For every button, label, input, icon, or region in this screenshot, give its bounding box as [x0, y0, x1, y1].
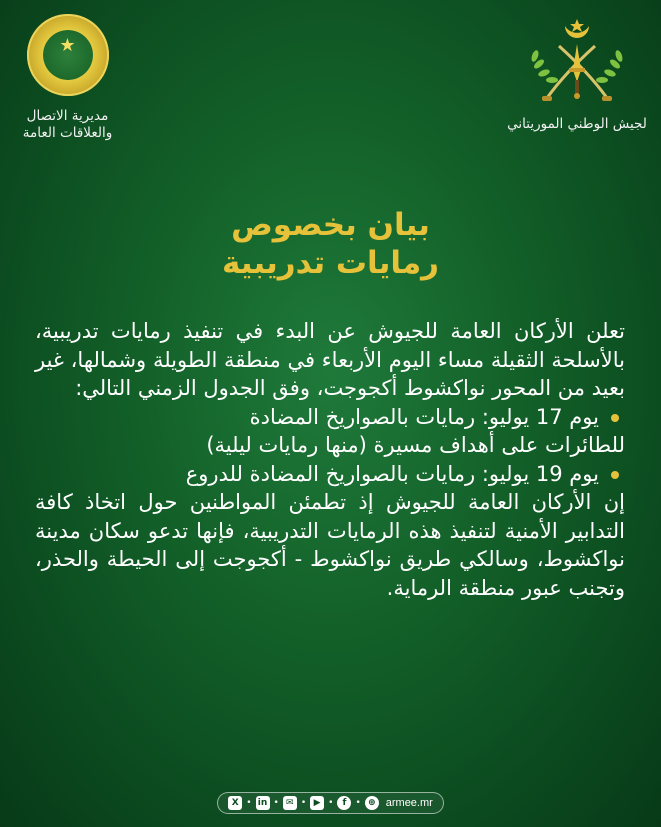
- schedule-item-line: يوم 19 يوليو: رمايات بالصواريخ المضادة للدروع: [185, 461, 599, 486]
- intro-paragraph: تعلن الأركان العامة للجيوش عن البدء في تنفيذ رمايات تدريبية، بالأسلحة الثقيلة مساء اليوم الأربعاء في منطقة الطويلة وشمالها، غير بعيد من المحور نواكشوط أكجوجت، وفق الجدول الزمني التالي:: [35, 319, 625, 400]
- title-line-1: بيان بخصوص: [231, 207, 430, 243]
- x-icon[interactable]: X: [228, 796, 242, 810]
- bullet-icon: [611, 414, 619, 422]
- schedule-item-line: يوم 17 يوليو: رمايات بالصواريخ المضادة: [249, 404, 599, 429]
- schedule-item-continuation: للطائرات على أهداف مسيرة (منها رمايات ليلية): [206, 433, 625, 457]
- star-icon: ★: [59, 35, 76, 56]
- facebook-icon[interactable]: f: [337, 796, 351, 810]
- schedule-item: [35, 460, 625, 489]
- department-seal-logo: [27, 14, 109, 96]
- army-emblem-logo: [525, 18, 629, 110]
- youtube-icon[interactable]: ▶: [310, 796, 324, 810]
- footer: [0, 790, 661, 814]
- department-header: [0, 10, 135, 142]
- bullet-icon: [611, 471, 619, 479]
- army-header: [507, 18, 647, 132]
- title-line-2: رمايات تدريبية: [221, 245, 440, 281]
- department-name: مديرية الاتصال والعلاقات العامة: [22, 108, 113, 141]
- army-name: لجيش الوطني الموريتاني: [507, 116, 647, 132]
- website-link[interactable]: armee.mr: [385, 797, 433, 809]
- statement-body: [35, 317, 625, 602]
- linkedin-icon[interactable]: in: [256, 796, 270, 810]
- email-icon[interactable]: ✉: [283, 796, 297, 810]
- globe-icon[interactable]: ⊕: [365, 796, 379, 810]
- social-links-bar: X • in • ✉ • ▶ • f • ⊕ armee.mr: [217, 792, 444, 814]
- statement-title: [0, 206, 661, 282]
- schedule-item: [35, 403, 625, 432]
- closing-paragraph: إن الأركان العامة للجيوش إذ تطمئن المواطنين حول اتخاذ كافة التدابير الأمنية لتنفيذ هذه الرمايات التدريبية، فإنها تدعو سكان مدينة نواكشوط، وسالكي طريق نواكشوط - أكجوجت إلى الحيطة والحذر، وتجنب عبور منطقة الرماية.: [35, 490, 625, 600]
